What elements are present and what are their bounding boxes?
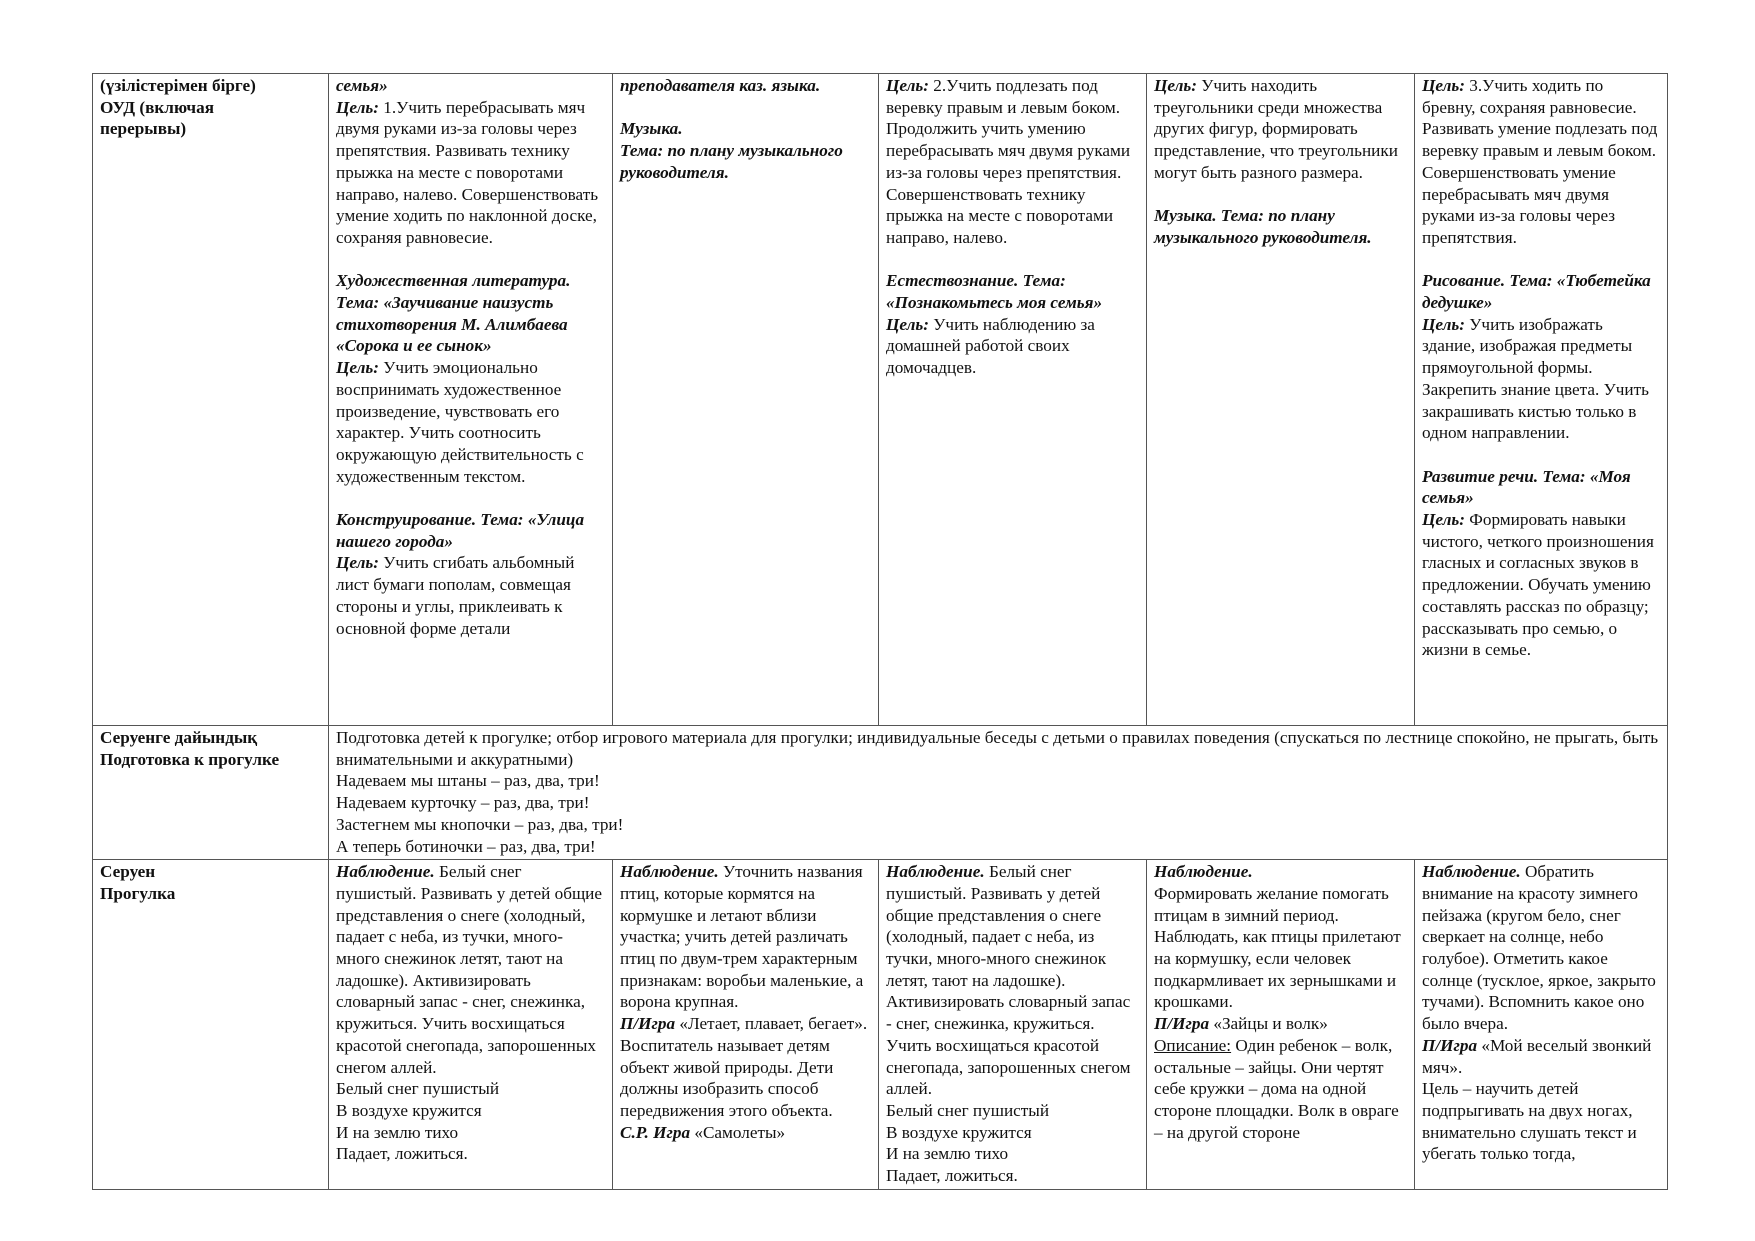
observation-text: Уточнить названия птиц, которые кормятся на кормушке и летают вблизи участка; учить детей различать птиц по двум-трем характерным признакам: воробьи маленькие, а ворона крупная.	[620, 862, 864, 1012]
observation-label: Наблюдение.	[1154, 862, 1253, 882]
goal-text: Учить наблюдению за домашней работой своих домочадцев.	[886, 314, 1095, 378]
goal-label: Цель:	[1422, 76, 1465, 95]
observation-text: Обратить внимание на красоту зимнего пейзажа (кругом бело, снег сверкает на солнце, небо голубое). Отметить какое солнце (тусклое, яркое, закрыто тучами). Вспомнить какое оно было вчера.	[1422, 862, 1656, 1034]
cell-friday-walk	[1415, 860, 1668, 1190]
lesson-topic: Тема: по плану музыкального руководителя.	[620, 141, 843, 182]
game-label: П/Игра	[1422, 1035, 1478, 1055]
preparation-text: Подготовка детей к прогулке; отбор игрового материала для прогулки; индивидуальные беседы с детьми о правилах поведения (спускаться по лестнице спокойно, не прыгать, быть внимательными и аккуратными)	[336, 728, 1659, 769]
header-line: Серуенге дайындық	[100, 728, 258, 747]
cell-monday-activities	[329, 74, 613, 726]
poem-line: Падает, ложиться.	[886, 1166, 1018, 1186]
header-line: ОУД (включая	[100, 97, 215, 117]
poem-line: В воздухе кружится	[336, 1100, 482, 1120]
game-label: С.Р. Игра	[620, 1122, 691, 1142]
table-row-walk	[93, 860, 1668, 1190]
goal-text: 2.Учить подлезать под веревку правым и левым боком. Продолжить учить умению перебрасывать мяч двумя руками из-за головы через препятствия. Совершенствовать технику прыжка на месте с поворотами направо, налево.	[886, 76, 1131, 247]
topic-continuation: семья»	[336, 76, 388, 95]
lesson-title: Рисование. Тема: «Тюбетейка дедушке»	[1422, 271, 1651, 313]
goal-label: Цель:	[336, 358, 379, 378]
game-label: П/Игра	[620, 1014, 676, 1034]
cell-friday-activities	[1415, 74, 1668, 726]
row-header-activities	[93, 74, 329, 726]
cell-wednesday-walk	[879, 860, 1147, 1190]
goal-text: 1.Учить перебрасывать мяч двумя руками из-за головы через препятствия. Развивать технику прыжка на месте с поворотами направо, налево. Совершенствовать умение ходить по наклонной доске, сохраняя равновесие.	[336, 97, 599, 247]
goal-label: Цель:	[336, 97, 379, 117]
goal-label: Цель:	[1422, 314, 1465, 334]
poem-line: Застегнем мы кнопочки – раз, два, три!	[336, 814, 624, 834]
lesson-title: Музыка.	[620, 119, 683, 139]
observation-text: Формировать желание помогать птицам в зимний период. Наблюдать, как птицы прилетают на кормушку, если человек подкармливает их зернышками и крошками.	[1154, 883, 1401, 1012]
game-name: «Зайцы и волк»	[1213, 1014, 1328, 1034]
table-row-activities	[93, 74, 1668, 726]
goal-text: Формировать навыки чистого, четкого произношения гласных и согласных звуков в предложении. Обучать умению составлять рассказ по образцу; рассказывать про семью, о жизни в семье.	[1422, 510, 1654, 660]
goal-text: Учить эмоционально воспринимать художественное произведение, чувствовать его характер. Учить соотносить окружающую действительность с художественным текстом.	[336, 358, 584, 486]
lesson-title: Развитие речи. Тема: «Моя семья»	[1422, 466, 1631, 508]
table-row-walk-preparation	[93, 726, 1668, 860]
goal-label: Цель:	[1422, 510, 1465, 530]
header-line: Прогулка	[100, 883, 176, 903]
observation-text: Белый снег пушистый. Развивать у детей общие представления о снеге (холодный, падает с неба, из тучки, много-много снежинок летят, тают на ладошке). Активизировать словарный запас - снег, снежинка, кружиться. Учить восхищаться красотой снегопада, запорошенных снегом аллей.	[336, 862, 603, 1077]
observation-label: Наблюдение.	[1422, 862, 1521, 882]
description-label: Описание:	[1154, 1035, 1232, 1055]
goal-text: Учить изображать здание, изображая предметы прямоугольной формы. Закрепить знание цвета. Учить закрашивать кистью только в одном направлении.	[1422, 314, 1649, 443]
goal-label: Цель:	[336, 553, 379, 573]
plan-sheet	[92, 73, 1667, 1190]
poem-line: Надеваем курточку – раз, два, три!	[336, 793, 590, 813]
poem-line: И на землю тихо	[336, 1122, 459, 1142]
goal-text: Учить сгибать альбомный лист бумаги пополам, совмещая стороны и углы, приклеивать к основной форме детали	[336, 553, 575, 638]
cell-tuesday-activities	[613, 74, 879, 726]
header-line: перерывы)	[100, 119, 187, 139]
game-label: П/Игра	[1154, 1014, 1210, 1034]
goal-label: Цель:	[1154, 76, 1197, 95]
poem-line: И на землю тихо	[886, 1144, 1009, 1164]
goal-label: Цель:	[886, 76, 929, 95]
cell-wednesday-activities	[879, 74, 1147, 726]
poem-line: А теперь ботиночки – раз, два, три!	[336, 836, 596, 856]
poem-line: Белый снег пушистый	[886, 1100, 1050, 1120]
lesson-title: Художественная литература. Тема: «Заучивание наизусть стихотворения М. Алимбаева «Сорока и ее сынок»	[336, 271, 571, 356]
weekly-plan-table	[92, 73, 1668, 1190]
lesson-title: Естествознание. Тема: «Познакомьтесь моя семья»	[886, 271, 1103, 313]
game-description: Цель – научить детей подпрыгивать на двух ногах, внимательно слушать текст и убегать только тогда,	[1422, 1079, 1637, 1164]
cell-thursday-walk	[1147, 860, 1415, 1190]
goal-label: Цель:	[886, 314, 929, 334]
game-description: Один ребенок – волк, остальные – зайцы. Они чертят себе кружки – дома на одной стороне площадки. Волк в овраге – на другой стороне	[1154, 1035, 1399, 1142]
observation-label: Наблюдение.	[886, 862, 985, 882]
cell-thursday-activities	[1147, 74, 1415, 726]
row-header-walk-preparation	[93, 726, 329, 860]
header-line: (үзілістерімен бірге)	[100, 76, 256, 95]
poem-line: Падает, ложиться.	[336, 1144, 468, 1164]
game-name: «Самолеты»	[694, 1122, 786, 1142]
cell-tuesday-walk	[613, 860, 879, 1190]
cell-walk-preparation	[329, 726, 1668, 860]
lesson-title: Музыка. Тема: по плану музыкального руководителя.	[1154, 206, 1372, 247]
header-line: Серуен	[100, 862, 156, 882]
game-name: «Мой веселый звонкий мяч».	[1422, 1035, 1652, 1077]
cell-monday-walk	[329, 860, 613, 1190]
goal-text: 3.Учить ходить по бревну, сохраняя равновесие. Развивать умение подлезать под веревку правым и левым боком. Совершенствовать умение перебрасывать мяч двумя руками из-за головы через препятствия.	[1422, 76, 1658, 247]
poem-line: В воздухе кружится	[886, 1122, 1032, 1142]
observation-text: Белый снег пушистый. Развивать у детей общие представления о снеге (холодный, падает с неба, из тучки, много-много снежинок летят, тают на ладошке). Активизировать словарный запас - снег, снежинка, кружиться. Учить восхищаться красотой снегопада, запорошенных снегом аллей.	[886, 862, 1131, 1099]
game-name: «Летает, плавает, бегает».	[679, 1014, 868, 1034]
observation-label: Наблюдение.	[620, 862, 719, 882]
poem-line: Надеваем мы штаны – раз, два, три!	[336, 771, 600, 791]
poem-line: Белый снег пушистый	[336, 1079, 500, 1099]
observation-label: Наблюдение.	[336, 862, 435, 882]
row-header-walk	[93, 860, 329, 1190]
goal-text: Учить находить треугольники среди множества других фигур, формировать представление, что треугольники могут быть разного размера.	[1154, 76, 1398, 182]
game-description: Воспитатель называет детям объект живой природы. Дети должны изобразить способ передвижения этого объекта.	[620, 1035, 834, 1120]
header-line: Подготовка к прогулке	[100, 749, 280, 769]
lesson-title: Конструирование. Тема: «Улица нашего города»	[336, 510, 585, 551]
topic-continuation: преподавателя каз. языка.	[620, 76, 821, 95]
